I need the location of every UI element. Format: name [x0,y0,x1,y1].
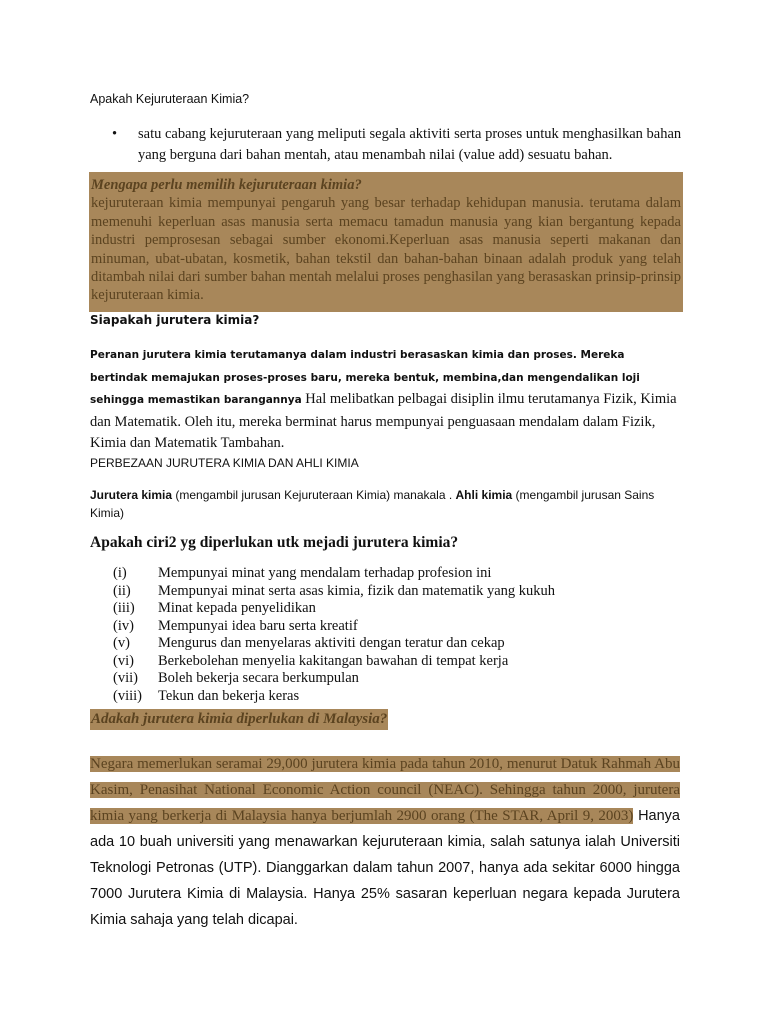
highlighted-text: Negara memerlukan seramai 29,000 jurutera kimia pada tahun 2010, menurut Datuk Rahmah Abu Kasim, Penasihat National Economic Action council (NEAC). Sehingga tahun 2000, jurutera kimia yang berkerja di Malaysia hanya berjumlah 2900 orang (The STAR, April 9, 2003) [90,756,680,824]
heading-malaysia: Adakah jurutera kimia diperlukan di Malaysia? [90,709,388,730]
bullet-item [112,124,682,166]
paragraph-perbezaan [90,486,690,522]
term-ahli: Ahli kimia [455,488,513,502]
text: (mengambil jurusan Kejuruteraan Kimia) manakala . [172,488,456,502]
text: (mengambil jurusan Sains Kimia) [90,488,655,520]
list-item [113,565,555,583]
paragraph-normal: Hal melibatkan pelbagai disiplin ilmu terutamanya Fizik, Kimia dan Matematik. Oleh itu, mereka berminat harus mempunyai penguasaan mendalam dalam Fizik, Kimia dan Matematik Tambahan. [90,391,677,451]
paragraph-bold: Peranan jurutera kimia terutamanya dalam industri berasaskan kimia dan proses. Mereka bertindak memajukan proses-proses baru, mereka bentuk, membina,dan mengendalikan loji sehingga memastikan barangannya [90,349,640,406]
list-number: (v) [113,635,130,651]
box-title: Mengapa perlu memilih kejuruteraan kimia? [91,177,362,193]
list-number: (i) [113,565,127,581]
term-jurutera: Jurutera kimia [90,488,173,502]
list-number: (iv) [113,617,134,634]
bullet-text: satu cabang kejuruteraan yang meliputi segala aktiviti serta proses untuk menghasilkan bahan yang berguna dari bahan mentah, atau menambah nilai (value add) sesuatu bahan. [138,126,682,163]
list-item [113,653,555,671]
ciri-list [113,565,555,705]
list-text: Mengurus dan menyelaras aktiviti dengan teratur dan cekap [158,635,505,651]
heading-apakah-kejuruteraan-kimia: Apakah Kejuruteraan Kimia? [90,92,250,106]
box-body: kejuruteraan kimia mempunyai pengaruh yang besar terhadap kehidupan manusia. terutama dalam memenuhi keperluan asas manusia serta memacu tamadun manusia yang kian bergantung kepada industri pemprosesan sebagai sumber ekonomi.Keperluan asas manusia seperti makanan dan minuman, ubat-ubatan, kosmetik, bahan tekstil dan bahan-bahan binaan adalah produk yang telah ditambah nilai dari sumber bahan mentah melalui proses penghasilan yang berasaskan prinsip-prinsip kejuruteraan kimia. [91,195,681,304]
bullet-icon: • [112,126,118,142]
heading-perbezaan: PERBEZAAN JURUTERA KIMIA DAN AHLI KIMIA [90,456,359,470]
list-text: Tekun dan bekerja keras [158,687,300,704]
list-item [113,600,555,618]
list-text: Minat kepada penyelidikan [158,600,316,616]
list-item [113,583,555,601]
list-item [113,688,555,706]
list-number: (vi) [113,652,134,669]
list-text: Boleh bekerja secara berkumpulan [158,670,359,686]
list-text: Mempunyai minat serta asas kimia, fizik dan matematik yang kukuh [158,582,556,599]
paragraph-peranan [90,344,682,455]
list-number: (iii) [113,600,135,616]
list-item [113,670,555,688]
list-number: (viii) [113,687,142,704]
list-text: Mempunyai minat yang mendalam terhadap profesion ini [158,565,492,581]
list-item [113,635,555,653]
paragraph-normal: Hanya ada 10 buah universiti yang menawarkan kejuruteraan kimia, salah satunya ialah Universiti Teknologi Petronas (UTP). Dianggarkan dalam tahun 2007, hanya ada sekitar 6000 hingga 7000 Jurutera Kimia di Malaysia. Hanya 25% sasaran keperluan negara kepada Jurutera Kimia sahaja yang telah dicapai. [90,808,680,928]
list-item [113,618,555,636]
list-text: Mempunyai idea baru serta kreatif [158,617,358,634]
list-number: (vii) [113,670,138,686]
list-number: (ii) [113,582,131,599]
heading-ciri: Apakah ciri2 yg diperlukan utk mejadi jurutera kimia? [90,534,459,551]
list-text: Berkebolehan menyelia kakitangan bawahan di tempat kerja [158,652,509,669]
heading-siapakah: Siapakah jurutera kimia? [90,313,260,327]
paragraph-malaysia [90,751,680,933]
highlighted-box [89,172,683,312]
